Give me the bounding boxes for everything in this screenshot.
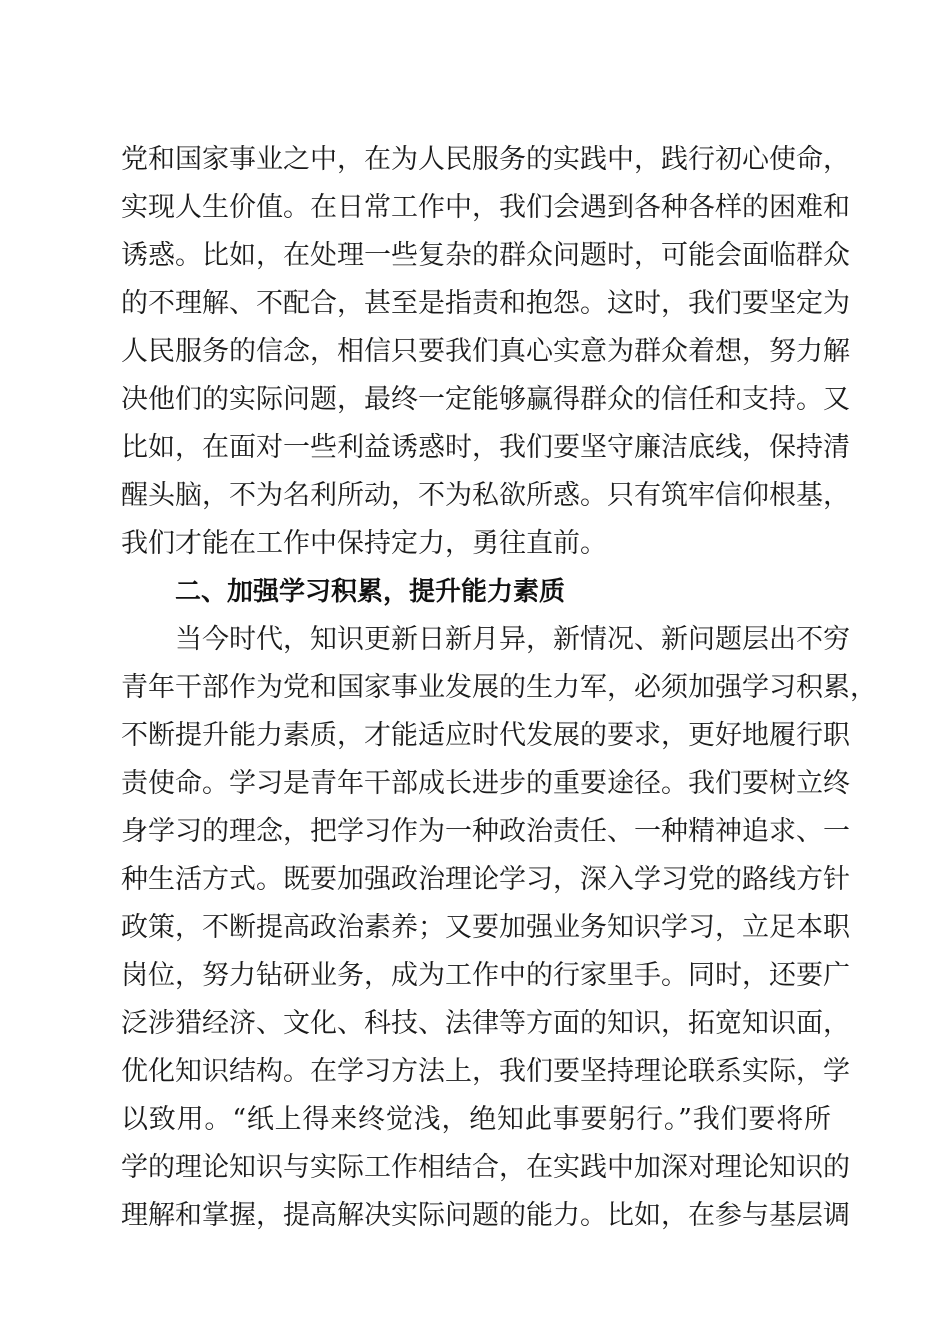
paragraph1-line: 党和国家事业之中，在为人民服务的实践中，践行初心使命， — [121, 144, 850, 175]
paragraph2-line: 优化知识结构。在学习方法上，我们要坚持理论联系实际，学 — [121, 1056, 850, 1087]
paragraph2-line: 岗位，努力钻研业务，成为工作中的行家里手。同时，还要广 — [121, 960, 850, 991]
paragraph1-line: 我们才能在工作中保持定力，勇往直前。 — [121, 528, 607, 559]
paragraph2-line: 以致用。“纸上得来终觉浅，绝知此事要躬行。”我们要将所 — [121, 1104, 831, 1135]
paragraph2-line: 不断提升能力素质，才能适应时代发展的要求，更好地履行职 — [121, 720, 850, 751]
paragraph2-line: 学的理论知识与实际工作相结合，在实践中加深对理论知识的 — [121, 1152, 850, 1183]
paragraph1-line: 决他们的实际问题，最终一定能够赢得群众的信任和支持。又 — [121, 384, 850, 415]
paragraph2-line: 身学习的理念，把学习作为一种政治责任、一种精神追求、一 — [121, 816, 850, 847]
section-heading: 二、加强学习积累，提升能力素质 — [175, 577, 566, 607]
paragraph2-line: 种生活方式。既要加强政治理论学习，深入学习党的路线方针 — [121, 864, 850, 895]
paragraph2-line: 政策，不断提高政治素养；又要加强业务知识学习，立足本职 — [121, 912, 850, 943]
paragraph2-line: 理解和掌握，提高解决实际问题的能力。比如，在参与基层调 — [121, 1200, 850, 1231]
paragraph2-line: 责使命。学习是青年干部成长进步的重要途径。我们要树立终 — [121, 768, 850, 799]
paragraph1-line: 诱惑。比如，在处理一些复杂的群众问题时，可能会面临群众 — [121, 240, 850, 271]
paragraph1-line: 的不理解、不配合，甚至是指责和抱怨。这时，我们要坚定为 — [121, 288, 850, 319]
paragraph2-line: 当今时代，知识更新日新月异，新情况、新问题层出不穷 — [175, 624, 850, 655]
paragraph2-line: 泛涉猎经济、文化、科技、法律等方面的知识，拓宽知识面， — [121, 1008, 850, 1039]
paragraph1-line: 醒头脑，不为名利所动，不为私欲所惑。只有筑牢信仰根基， — [121, 480, 850, 511]
paragraph2-line: 青年干部作为党和国家事业发展的生力军，必须加强学习积累， — [121, 672, 877, 703]
paragraph1-line: 比如，在面对一些利益诱惑时，我们要坚守廉洁底线，保持清 — [121, 432, 850, 463]
paragraph1-line: 实现人生价值。在日常工作中，我们会遇到各种各样的困难和 — [121, 192, 850, 223]
paragraph1-line: 人民服务的信念，相信只要我们真心实意为群众着想，努力解 — [121, 336, 850, 367]
